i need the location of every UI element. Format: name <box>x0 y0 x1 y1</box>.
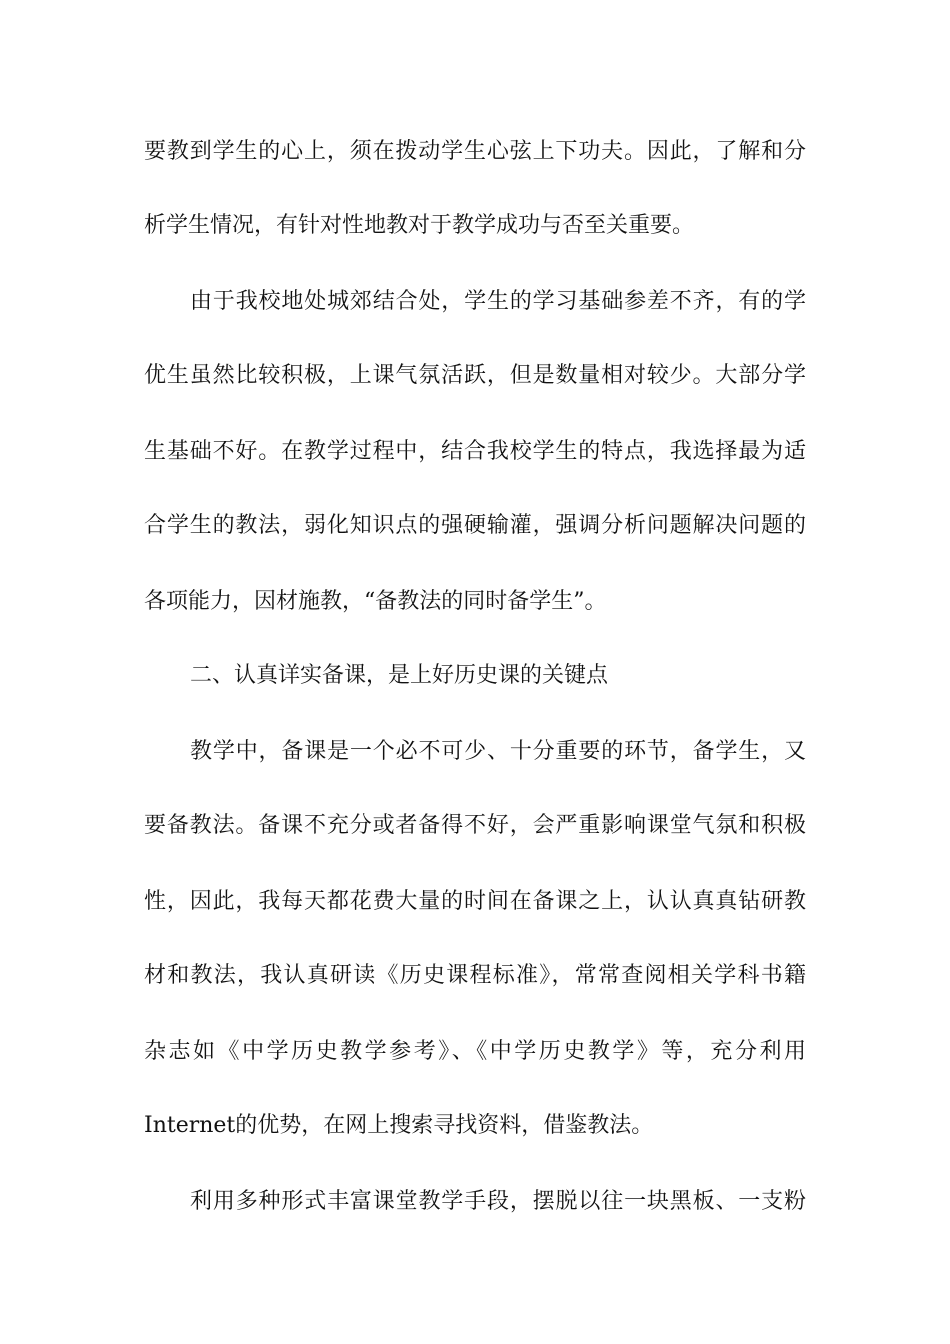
text-line: 材和教法，我认真研读《历史课程标准》，常常查阅相关学科书籍 <box>144 963 806 988</box>
paragraph-first-line: 由于我校地处城郊结合处，学生的学习基础参差不齐，有的学 <box>190 289 806 314</box>
paragraph-first-line: 利用多种形式丰富课堂教学手段，摆脱以往一块黑板、一支粉 <box>190 1189 806 1214</box>
text-line: 各项能力，因材施教，“备教法的同时备学生”。 <box>144 589 607 614</box>
text-line: 合学生的教法，弱化知识点的强硬输灌，强调分析问题解决问题的 <box>144 513 806 538</box>
section-heading: 二、认真详实备课，是上好历史课的关键点 <box>190 663 609 688</box>
text-line: 要备教法。备课不充分或者备得不好，会严重影响课堂气氛和积极 <box>144 813 806 838</box>
text-line: 要教到学生的心上，须在拨动学生心弦上下功夫。因此，了解和分 <box>144 139 806 164</box>
paragraph-first-line: 教学中，备课是一个必不可少、十分重要的环节，备学生，又 <box>190 739 806 764</box>
text-line: 性，因此，我每天都花费大量的时间在备课之上，认认真真钻研教 <box>144 889 806 914</box>
text-line: Internet的优势，在网上搜索寻找资料，借鉴教法。 <box>144 1113 654 1138</box>
text-line: 生基础不好。在教学过程中，结合我校学生的特点，我选择最为适 <box>144 439 806 464</box>
text-line: 优生虽然比较积极，上课气氛活跃，但是数量相对较少。大部分学 <box>144 363 806 388</box>
text-line: 杂志如《中学历史教学参考》、《中学历史教学》等，充分利用 <box>144 1039 806 1064</box>
text-line: 析学生情况，有针对性地教对于教学成功与否至关重要。 <box>144 213 695 238</box>
